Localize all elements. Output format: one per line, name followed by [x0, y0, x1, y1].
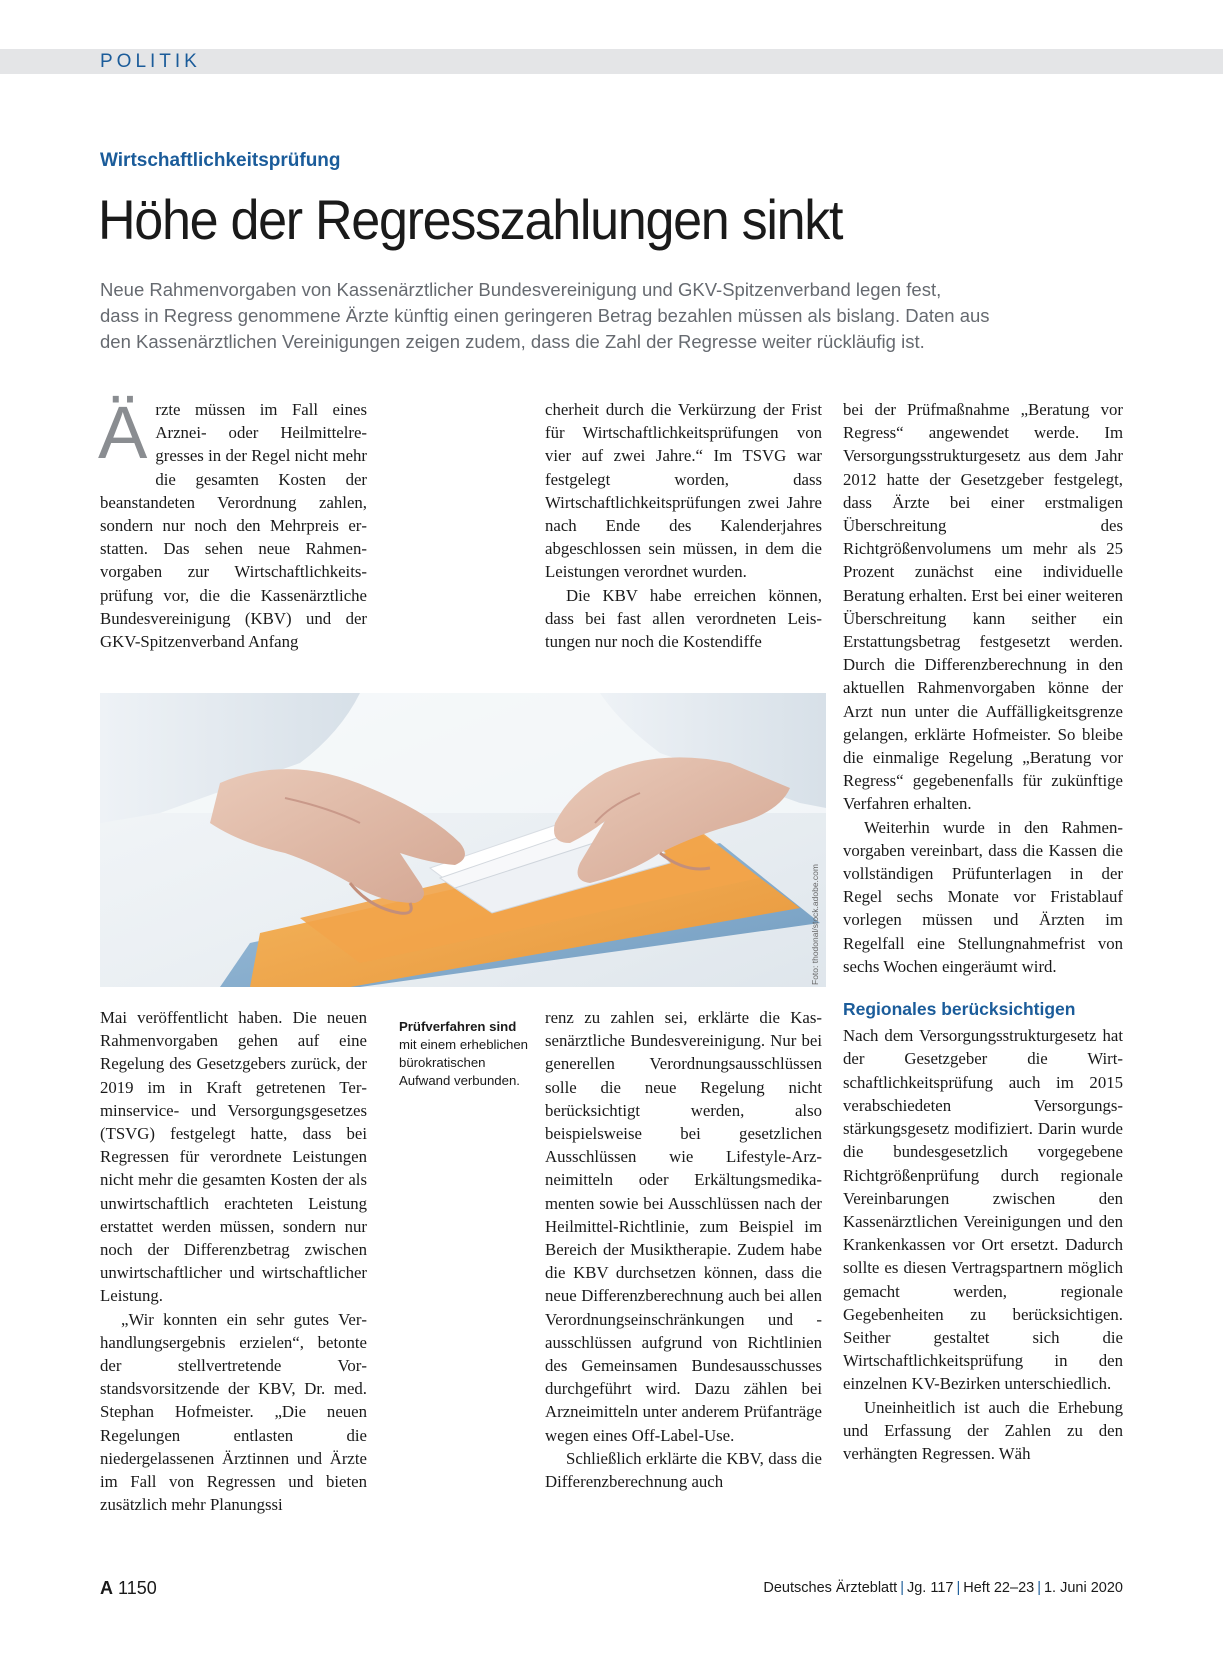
article-headline: Höhe der Regresszahlungen sinkt — [98, 188, 843, 251]
subheading: Regionales berücksichtigen — [843, 999, 1076, 1020]
body-text: rzte müssen im Fall eines Arznei- oder Heilmittelregresses in der Regel nicht mehr die gesamten Kosten der beanstandeten Verordnung zahlen, sondern nur noch den Mehrpreis erstatten. Das sehen neue Rahmenvorgaben zur Wirtschaftlichkeitsprüfung vor, die die Kassenärztliche Bundesvereinigung (KBV) und der GKV-Spitzenverband Anfang — [100, 400, 367, 652]
photo-credit: Foto: thodonal/stock.adobe.com — [810, 864, 820, 985]
caption-text: mit einem erheblichen bürokratischen Aufwand verbunden. — [399, 1037, 529, 1088]
lead-line: Neue Rahmenvorgaben von Kassenärztlicher Bundesvereinigung und GKV-Spitzenverband legen fest, — [100, 279, 942, 300]
separator: | — [900, 1580, 904, 1596]
separator: | — [1037, 1580, 1041, 1596]
paragraph: bei der Prüfmaßnahme „Beratung vor Regress“ angewendet werde. Im Versorgungsstrukturgesetz aus dem Jahr 2012 hatte der Gesetzgeber festgelegt, dass Ärzte bei einer erstmaligen Überschreitung des Richtgrößenvolumens um mehr als 25 Prozent zunächst eine individuelle Beratung erhalten. Erst bei einer weiteren Überschreitung kann seither ein Erstattungsbetrag festgesetzt werden. Durch die Differenzberechnung in den aktuellen Rahmenvorgaben könne der Arzt nun unter die Auffälligkeitsgrenze gelangen, erklärte Hofmeister. So bleibe die einmalige Regelung „Beratung vor Regress“ gegebenenfalls für zukünftige Verfahren erhalten. — [843, 400, 1123, 814]
page-number — [100, 1578, 157, 1599]
photo-caption — [399, 1018, 529, 1090]
paragraph: cherheit durch die Verkürzung der Frist für Wirtschaftlichkeitsprüfungen von vier auf zwei Jahre.“ Im TSVG war festgelegt worden, dass Wirtschaftlichkeitsprüfungen zwei Jahre nach Ende des Kalenderjahres abgeschlossen sein müssen, in dem die Leistungen verordnet wurden. — [545, 400, 822, 582]
lead-line: dass in Regress genommene Ärzte künftig einen geringeren Betrag bezahlen müssen als bislang. Daten aus — [100, 305, 990, 326]
paragraph: Mai veröffentlicht haben. Die neuen Rahmenvorgaben gehen auf eine Regelung des Gesetzgebers zurück, der 2019 im in Kraft getretenen Terminservice- und Versorgungsgesetzes (TSVG) festgelegt hatte, dass bei Regressen für verordnete Leistungen nicht mehr die gesamten Kosten der als unwirtschaftlich erachteten Leistung erstattet werden müssen, sondern nur noch der Differenzbetrag zwischen unwirtschaftlicher und wirtschaftlicher Leistung. — [100, 1008, 367, 1306]
page-number-value: 1150 — [118, 1578, 157, 1598]
separator: | — [956, 1580, 961, 1596]
column-2-bottom — [545, 1006, 822, 1493]
journal-date: 1. Juni 2020 — [1043, 1580, 1123, 1596]
paragraph: Nach dem Versorgungsstrukturgesetz hat der Gesetzgeber die Wirtschaftlichkeitsprüfung auch im 2015 verabschiedeten Versorgungsstärkungsgesetz modifiziert. Darin wurde die bundesgesetzlich vorgegebene Richtgrößenprüfung durch regionale Vereinbarungen zwischen den Kassenärztlichen Vereinigungen und den Krankenkassen vor Ort ersetzt. Dadurch sollte es diesen Vertragspartnern möglich gemacht werden, regionale Gegebenheiten zu berücksichtigen. Seither gestaltet sich die Wirtschaftlichkeitsprüfung in den einzelnen KV-Bezirken unterschiedlich. — [843, 1026, 1123, 1394]
article-kicker: Wirtschaftlichkeitsprüfung — [100, 150, 341, 171]
column-1-top — [98, 391, 367, 653]
paragraph: „Wir konnten ein sehr gutes Verhandlungsergebnis erzielen“, betonte der stellvertretende Vorstandsvorsitzende der KBV, Dr. med. Stephan Hofmeister. „Die neuen Regelungen entlasten die niedergelassenen Ärztinnen und Ärzte im Fall von Regressen und bieten zusätzlich mehr Planungssi — [100, 1309, 367, 1515]
journal-name: Deutsches Ärzteblatt — [763, 1580, 898, 1596]
paragraph: Weiterhin wurde in den Rahmenvorgaben vereinbart, dass die Kassen die vollständigen Prüfunterlagen in der Regel sechs Monate vor Fristablauf vorlegen müssen und Ärzten im Regelfall eine Stellungnahmefrist von sechs Wochen eingeräumt wird. — [843, 817, 1123, 976]
lead-line: den Kassenärztlichen Vereinigungen zeigen zudem, dass die Zahl der Regresse weiter rückläufig ist. — [100, 331, 925, 352]
column-2-top — [545, 398, 822, 653]
section-label: POLITIK — [100, 51, 201, 72]
paragraph: renz zu zahlen sei, erklärte die Kassenärztliche Bundesvereinigung. Nur bei generellen Verordnungsausschlüssen solle die neue Regelung nicht berücksichtigt werden, also beispielsweise bei gesetzlichen Ausschlüssen wie Lifestyle-Arzneimitteln oder Erkältungsmedikamenten sowie bei Ausschlüssen nach der Heilmittel-Richtlinie, zum Beispiel im Bereich der Musiktherapie. Zudem habe die KBV durchsetzen können, dass die neue Differenzberechnung auch bei allen Verordnungseinschränkungen und -ausschlüssen aufgrund von Richtlinien des Gemeinsamen Bundesausschusses durchgeführt wird. Dazu zählen bei Arzneimitteln unter anderem Prüfanträge wegen eines Off-Label-Use. — [545, 1008, 822, 1445]
column-3 — [843, 398, 1123, 1465]
article-photo — [100, 693, 826, 987]
paragraph: Schließlich erklärte die KBV, dass die Differenzberechnung auch — [545, 1448, 822, 1492]
paragraph: Die KBV habe erreichen können, dass bei fast allen verordneten Leistungen nur noch die Kostendiffe — [545, 585, 822, 652]
journal-volume: Jg. 117 — [906, 1580, 954, 1596]
paragraph: Uneinheitlich ist auch die Erhebung und Erfassung der Zahlen zu den verhängten Regressen. Wäh — [843, 1397, 1123, 1463]
drop-cap: Ä — [98, 391, 148, 474]
column-1-bottom — [100, 1006, 367, 1516]
caption-title: Prüfverfahren sind — [399, 1019, 517, 1034]
article-lead — [100, 277, 1110, 355]
page-prefix: A — [100, 1578, 113, 1598]
journal-issue: Heft 22–23 — [963, 1580, 1035, 1596]
journal-info — [763, 1580, 1123, 1596]
